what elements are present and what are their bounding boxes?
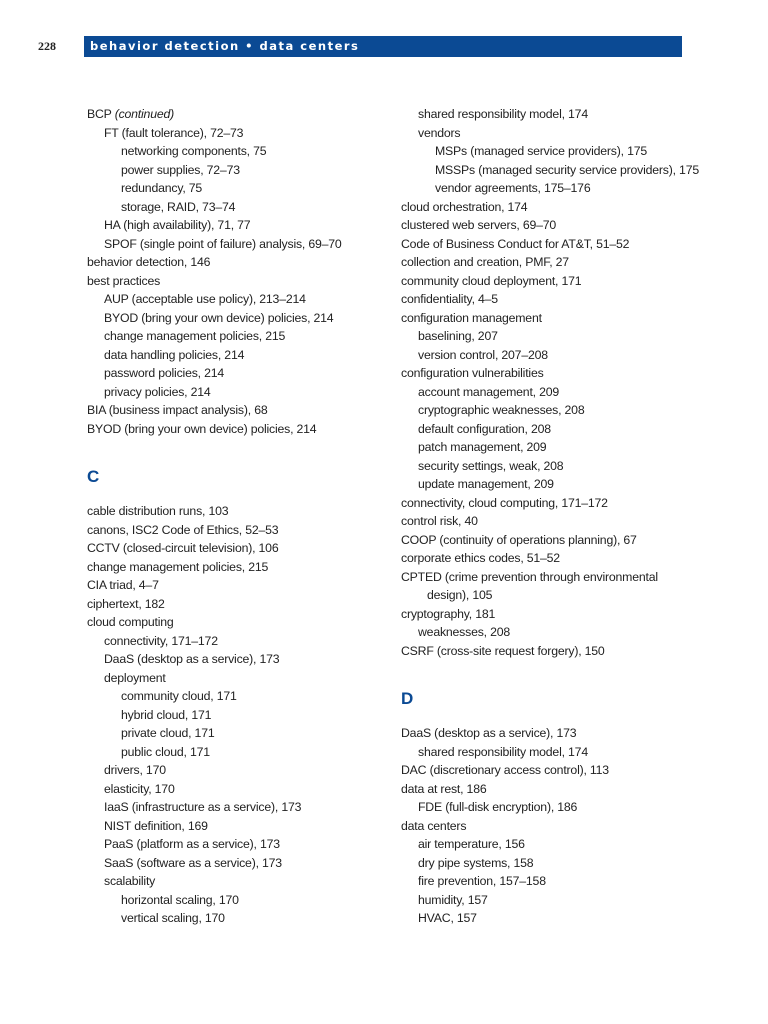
- index-subentry: [87, 198, 387, 217]
- index-subentry: [401, 383, 731, 402]
- index-subentry: [401, 142, 731, 161]
- index-subentry: [87, 383, 387, 402]
- entry-text: account management, 209: [418, 384, 560, 399]
- entry-text: air temperature, 156: [418, 837, 525, 851]
- entry-text: HA (high availability), 71, 77: [104, 218, 251, 232]
- index-subentry: [87, 854, 387, 873]
- entry-text: shared responsibility model, 174: [418, 107, 588, 121]
- entry-text: DAC (discretionary access control), 113: [401, 763, 609, 777]
- entry-text: MSPs (managed service providers), 175: [435, 144, 647, 158]
- index-subentry: [401, 798, 731, 817]
- index-subentry: [87, 780, 387, 799]
- index-subentry: [401, 438, 731, 457]
- index-subentry: [87, 706, 387, 725]
- entry-text: cable distribution runs, 103: [87, 504, 229, 518]
- entry-text: corporate ethics codes, 51–52: [401, 551, 560, 565]
- entry-text: CIA triad, 4–7: [87, 578, 159, 592]
- index-subentry: [87, 909, 387, 928]
- entry-text: design), 105: [427, 588, 493, 602]
- entry-text: SaaS (software as a service), 173: [104, 855, 282, 870]
- entry-text: privacy policies, 214: [104, 384, 211, 399]
- index-subentry: [87, 216, 387, 235]
- index-entry: [87, 558, 387, 577]
- entry-text: DaaS (desktop as a service), 173: [401, 726, 577, 740]
- entry-text: BCP: [87, 107, 115, 121]
- entry-text: password policies, 214: [104, 366, 225, 380]
- index-subentry: [87, 669, 387, 688]
- index-subentry: [401, 475, 731, 494]
- index-entry: [401, 290, 731, 309]
- entry-text: data handling policies, 214: [104, 347, 245, 362]
- index-subentry: [87, 687, 387, 706]
- index-entry: [87, 272, 387, 291]
- index-subentry: [401, 743, 731, 762]
- index-subentry: [401, 124, 731, 143]
- entry-text: update management, 209: [418, 477, 554, 491]
- index-entry: [401, 780, 731, 799]
- index-entry: [87, 420, 387, 439]
- entry-text: COOP (continuity of operations planning), 67: [401, 532, 637, 547]
- index-subentry: [401, 854, 731, 873]
- entry-text: version control, 207–208: [418, 347, 548, 362]
- index-group: [401, 724, 731, 928]
- index-subentry: [87, 724, 387, 743]
- entry-text: cryptographic weaknesses, 208: [418, 403, 585, 417]
- page-header: [0, 36, 768, 58]
- entry-text: vertical scaling, 170: [121, 911, 225, 925]
- index-entry: [401, 364, 731, 383]
- entry-text: weaknesses, 208: [418, 625, 511, 639]
- entry-text: BIA (business impact analysis), 68: [87, 403, 268, 417]
- index-entry: [401, 531, 731, 550]
- entry-text: power supplies, 72–73: [121, 162, 240, 177]
- entry-text: CCTV (closed-circuit television), 106: [87, 541, 279, 555]
- entry-text: DaaS (desktop as a service), 173: [104, 652, 280, 666]
- index-subentry: [87, 872, 387, 891]
- index-subentry: [87, 309, 387, 328]
- index-entry: [87, 576, 387, 595]
- entry-text: community cloud deployment, 171: [401, 273, 582, 288]
- entry-text: ciphertext, 182: [87, 596, 165, 611]
- index-column-right: [401, 105, 731, 928]
- entry-text: vendor agreements, 175–176: [435, 181, 591, 195]
- entry-text: canons, ISC2 Code of Ethics, 52–53: [87, 522, 279, 537]
- index-entry: [401, 642, 731, 661]
- index-entry: [401, 253, 731, 272]
- entry-text: behavior detection, 146: [87, 255, 211, 269]
- entry-text: storage, RAID, 73–74: [121, 199, 236, 214]
- index-subentry: [401, 457, 731, 476]
- index-entry: [401, 272, 731, 291]
- running-title: behavior detection • data centers: [84, 36, 682, 57]
- index-subentry: [401, 179, 731, 198]
- entry-text: MSSPs (managed security service providers), 175: [435, 162, 699, 177]
- index-subentry: [87, 327, 387, 346]
- entry-text: baselining, 207: [418, 329, 498, 343]
- entry-text: CPTED (crime prevention through environmental: [401, 569, 658, 584]
- index-subentry: [87, 650, 387, 669]
- index-entry: [401, 605, 731, 624]
- index-entry: [401, 309, 731, 328]
- index-subentry: [401, 161, 731, 180]
- index-entry: [87, 613, 387, 632]
- index-group: [401, 105, 731, 660]
- entry-text: AUP (acceptable use policy), 213–214: [104, 292, 306, 306]
- index-subentry: [87, 632, 387, 651]
- index-subentry: [87, 124, 387, 143]
- entry-text: CSRF (cross-site request forgery), 150: [401, 643, 605, 658]
- index-subentry: [87, 161, 387, 180]
- index-subentry: [87, 817, 387, 836]
- entry-text: deployment: [104, 670, 166, 685]
- index-subentry: [87, 142, 387, 161]
- entry-text: change management policies, 215: [104, 329, 286, 343]
- entry-text: connectivity, cloud computing, 171–172: [401, 495, 608, 510]
- entry-text: private cloud, 171: [121, 726, 215, 740]
- index-subentry: [87, 891, 387, 910]
- entry-text: hybrid cloud, 171: [121, 707, 212, 722]
- entry-text: PaaS (platform as a service), 173: [104, 837, 280, 851]
- entry-text: configuration management: [401, 310, 542, 325]
- index-subentry: [87, 798, 387, 817]
- index-entry: [401, 512, 731, 531]
- index-subentry: [401, 327, 731, 346]
- index-entry: [401, 216, 731, 235]
- index-entry: [401, 549, 731, 568]
- index-subentry: [401, 105, 731, 124]
- index-subentry: [401, 346, 731, 365]
- continued-label: (continued): [114, 107, 175, 121]
- entry-text: fire prevention, 157–158: [418, 874, 546, 888]
- entry-text: security settings, weak, 208: [418, 458, 564, 473]
- index-subentry: [87, 835, 387, 854]
- index-subentry: [401, 891, 731, 910]
- entry-text: BYOD (bring your own device) policies, 214: [87, 421, 317, 436]
- entry-text: shared responsibility model, 174: [418, 744, 588, 759]
- index-entry: [401, 568, 731, 587]
- index-entry: [87, 105, 387, 124]
- entry-text: vendors: [418, 125, 461, 140]
- entry-text: public cloud, 171: [121, 744, 210, 759]
- entry-text: clustered web servers, 69–70: [401, 218, 557, 232]
- index-entry: [87, 595, 387, 614]
- entry-text: cloud computing: [87, 615, 174, 629]
- index-column-left: [87, 105, 387, 928]
- index-subentry: [87, 346, 387, 365]
- index-subentry: [401, 623, 731, 642]
- entry-text: networking components, 75: [121, 144, 267, 158]
- entry-text: dry pipe systems, 158: [418, 855, 534, 870]
- entry-text: redundancy, 75: [121, 181, 203, 195]
- entry-text: humidity, 157: [418, 892, 488, 907]
- index-entry: [87, 502, 387, 521]
- entry-text: control risk, 40: [401, 514, 478, 528]
- entry-text: connectivity, 171–172: [104, 633, 218, 648]
- entry-text: FT (fault tolerance), 72–73: [104, 125, 244, 140]
- index-subentry: [87, 364, 387, 383]
- index-entry: [87, 539, 387, 558]
- entry-text: drivers, 170: [104, 763, 166, 777]
- index-entry: [401, 817, 731, 836]
- entry-text: IaaS (infrastructure as a service), 173: [104, 800, 302, 814]
- entry-text: FDE (full-disk encryption), 186: [418, 800, 578, 814]
- entry-text: patch management, 209: [418, 440, 547, 454]
- entry-text: Code of Business Conduct for AT&T, 51–52: [401, 236, 630, 251]
- index-subentry: [87, 290, 387, 309]
- entry-text: elasticity, 170: [104, 781, 175, 796]
- page-number: 228: [38, 39, 56, 53]
- index-entry: [401, 761, 731, 780]
- index-subentry: [87, 179, 387, 198]
- entry-text: cryptography, 181: [401, 606, 496, 621]
- index-subentry: [87, 743, 387, 762]
- index-entry: [401, 494, 731, 513]
- entry-text: community cloud, 171: [121, 689, 237, 703]
- entry-text: confidentiality, 4–5: [401, 292, 498, 306]
- index-entry: [87, 401, 387, 420]
- entry-text: NIST definition, 169: [104, 818, 208, 833]
- index-subentry: [401, 401, 731, 420]
- section-letter-c: C: [87, 467, 100, 486]
- index-subentry: [401, 909, 731, 928]
- index-entry: [87, 521, 387, 540]
- entry-text: cloud orchestration, 174: [401, 199, 528, 214]
- index-subentry: [401, 420, 731, 439]
- entry-text: default configuration, 208: [418, 421, 551, 436]
- index-entry: [401, 235, 731, 254]
- entry-text: SPOF (single point of failure) analysis, 69–70: [104, 236, 342, 251]
- index-group: [87, 502, 387, 928]
- index-subentry: [87, 761, 387, 780]
- entry-text: BYOD (bring your own device) policies, 214: [104, 310, 334, 325]
- entry-text: HVAC, 157: [418, 911, 477, 925]
- index-entry: [401, 724, 731, 743]
- entry-text: horizontal scaling, 170: [121, 892, 239, 907]
- index-group: [87, 105, 387, 438]
- entry-text: change management policies, 215: [87, 559, 269, 574]
- index-subentry: [401, 872, 731, 891]
- index-entry: [401, 198, 731, 217]
- index-entry: [87, 253, 387, 272]
- index-subentry: [401, 835, 731, 854]
- entry-text: best practices: [87, 273, 161, 288]
- entry-text: scalability: [104, 874, 156, 888]
- entry-text: data centers: [401, 818, 467, 833]
- index-subentry: [87, 235, 387, 254]
- entry-text: configuration vulnerabilities: [401, 366, 544, 380]
- entry-text: data at rest, 186: [401, 781, 487, 796]
- index-entry-continuation: [401, 586, 731, 605]
- section-letter-d: D: [401, 689, 414, 708]
- entry-text: collection and creation, PMF, 27: [401, 255, 569, 269]
